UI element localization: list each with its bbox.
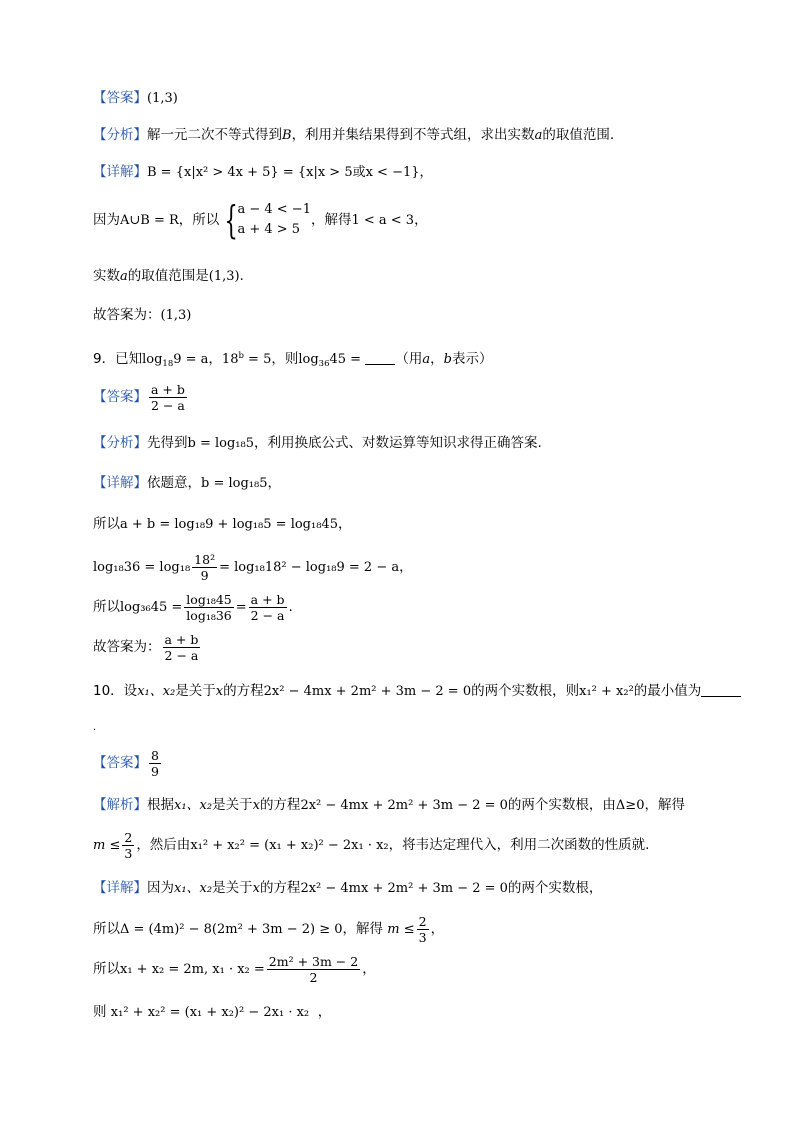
q8-union-expression: A∪B = R — [120, 213, 179, 228]
q9-step2-end: ， — [399, 559, 413, 575]
fraction-denominator: 9 — [200, 567, 209, 583]
fraction-denominator: 9 — [151, 763, 159, 779]
q9-detail-line — [93, 473, 281, 494]
q9-detail-expression: b = log₁₈5 — [201, 476, 268, 491]
q10-vieta-end: ， — [362, 961, 376, 977]
q9-stem-expression-1 — [142, 352, 208, 367]
fraction-numerator: 8 — [151, 747, 159, 763]
q9-step1-end: ， — [337, 516, 352, 532]
analysis-tag: 【分析】 — [93, 435, 147, 451]
q9-stem-pow-exp: b — [238, 351, 244, 361]
q9-step1-line — [93, 514, 351, 535]
q10-detail-var-x: x — [252, 881, 260, 896]
q10-stem-dot: . — [93, 722, 97, 733]
q9-final-text: 故答案为： — [93, 639, 161, 655]
q10-analysis-text: 是关于 — [212, 797, 253, 813]
q10-analysis-delta: Δ≥0 — [615, 798, 645, 813]
q9-step3-equals: = — [235, 600, 247, 615]
q10-analysis-text: ，然后由 — [136, 837, 191, 853]
q9-step1-text: 所以 — [93, 516, 120, 532]
q9-stem-pow-rhs: = 5 — [243, 352, 272, 367]
q10-number: 10．设 — [93, 683, 138, 699]
q9-final-fraction — [163, 632, 201, 663]
q10-delta-expression: Δ = (4m)² − 8(2m² + 3m − 2) ≥ 0 — [120, 922, 343, 937]
answer-tag: 【答案】 — [93, 755, 147, 771]
answer-blank[interactable] — [365, 352, 395, 365]
q9-step3-fraction-1 — [184, 592, 233, 623]
q10-detail-text: 的两个实数根， — [507, 880, 603, 896]
q9-detail-end: ， — [267, 475, 281, 491]
q9-analysis-text: 先得到 — [147, 435, 188, 451]
q9-answer-line — [93, 380, 189, 414]
q10-stem-text: 的最小值为 — [633, 683, 702, 699]
q8-range-var: a — [120, 269, 128, 284]
q10-stem-text: 的两个实数根，则 — [471, 683, 580, 699]
q10-analysis-var-x: x — [252, 798, 260, 813]
q10-analysis-text: ，将韦达定理代入，利用二次函数的性质就. — [388, 837, 650, 853]
fraction-denominator: 3 — [418, 929, 427, 945]
q9-step3-text: 所以 — [93, 599, 120, 615]
q10-answer-fraction — [149, 748, 161, 779]
q9-stem-log: log — [298, 352, 319, 367]
system-row: a − 4 < −1 — [237, 202, 311, 217]
detail-tag: 【详解】 — [93, 164, 147, 180]
q9-step2-line — [93, 550, 413, 585]
q9-stem-expression-3 — [298, 352, 361, 367]
q9-stem-text: 表示） — [451, 351, 493, 367]
system-brace: { — [224, 198, 239, 242]
q10-stem-var-x: x — [215, 684, 224, 699]
q8-range-text: 的取值范围是 — [127, 268, 209, 284]
fraction-numerator: 2m² + 3m − 2 — [268, 953, 359, 969]
q10-answer-line — [93, 746, 163, 780]
q9-step3-left: log₃₆45 = — [120, 600, 183, 615]
q10-detail-equation: 2x² − 4mx + 2m² + 3m − 2 = 0 — [300, 881, 508, 896]
q10-delta-text: ，解得 — [342, 921, 383, 937]
q9-step2-right: = log₁₈18² − log₁₈9 = 2 − a — [219, 560, 400, 575]
q10-analysis-line — [93, 795, 685, 816]
q9-stem-text: ， — [430, 351, 444, 367]
inequality-system — [237, 200, 311, 240]
q10-vieta-expression: x₁ + x₂ = 2m, x₁ · x₂ = — [120, 962, 265, 977]
q9-final-line — [93, 630, 202, 664]
q9-analysis-expression: b = log₁₈5 — [187, 436, 254, 451]
analysis-tag: 【分析】 — [93, 127, 147, 143]
q9-analysis-line — [93, 433, 542, 454]
q10-delta-text: 所以 — [93, 921, 120, 937]
q10-stem-line — [93, 681, 741, 702]
q9-stem-text: ，则 — [271, 351, 299, 367]
q8-analysis-var-a: a — [534, 128, 543, 143]
q10-vieta-line — [93, 952, 376, 987]
detail-tag: 【详解】 — [93, 880, 147, 896]
q8-union-text: 因为 — [93, 212, 120, 228]
q8-final-text: 故答案为： — [93, 307, 161, 323]
q9-step3-line — [93, 590, 293, 625]
q10-then-end: ， — [317, 1004, 332, 1020]
answer-tag: 【答案】 — [93, 90, 147, 106]
q10-delta-inequality: m ≤ — [387, 922, 415, 937]
q10-detail-vars: x₁、x₂ — [174, 881, 213, 896]
fraction-denominator: log₁₈36 — [186, 607, 232, 623]
q9-stem-log: log — [142, 352, 163, 367]
q8-analysis-text: ，利用并集结果得到不等式组，求出实数 — [291, 127, 535, 143]
q8-union-text: ，解得 — [310, 212, 352, 228]
fraction-numerator: a + b — [164, 631, 199, 647]
fraction-denominator: 2 − a — [164, 647, 199, 663]
fraction-denominator: 3 — [124, 845, 133, 861]
q10-analysis-text: 的方程 — [259, 797, 301, 813]
fraction-denominator: 2 − a — [250, 607, 285, 623]
q10-stem-target: x₁² + x₂² — [579, 684, 634, 699]
q10-analysis-line-2 — [93, 828, 649, 863]
q10-analysis-vars: x₁、x₂ — [174, 798, 213, 813]
system-row: a + 4 > 5 — [237, 222, 301, 237]
answer-blank[interactable] — [701, 684, 741, 697]
q8-final-line — [93, 305, 191, 326]
q10-stem-equation: 2x² − 4mx + 2m² + 3m − 2 = 0 — [263, 684, 472, 699]
q8-answer-value: (1,3) — [147, 91, 178, 106]
q10-analysis-equation: 2x² − 4mx + 2m² + 3m − 2 = 0 — [300, 798, 508, 813]
q9-step3-fraction-2 — [249, 592, 287, 623]
q10-analysis-expression: x₁² + x₂² = (x₁ + x₂)² − 2x₁ · x₂ — [190, 838, 389, 853]
q9-step2-left: log₁₈36 = log₁₈ — [93, 560, 191, 575]
fraction-numerator: 18² — [194, 551, 216, 567]
q8-range-value: (1,3). — [208, 269, 244, 284]
q9-answer-fraction — [149, 382, 187, 413]
q8-range-text: 实数 — [93, 268, 120, 284]
fraction-numerator: a + b — [151, 381, 185, 397]
fraction-numerator: 2 — [418, 913, 427, 929]
q8-range-line — [93, 266, 244, 287]
q9-stem-expression-2 — [222, 352, 271, 367]
q10-analysis-text: ，解得 — [644, 797, 685, 813]
q9-detail-text: 依题意， — [147, 475, 201, 491]
q10-stem-text: 是关于 — [175, 683, 216, 699]
q9-stem-log-arg: 45 = — [329, 352, 362, 367]
q8-final-value: (1,3) — [160, 308, 192, 323]
q9-stem-sep: ， — [208, 351, 222, 367]
fraction-denominator: 2 − a — [151, 397, 185, 413]
q10-then-expression: x₁² + x₂² = (x₁ + x₂)² − 2x₁ · x₂ — [110, 1005, 310, 1020]
q9-stem-var-a: a — [422, 352, 431, 367]
detail-tag: 【详解】 — [93, 475, 147, 491]
q10-detail-text: 的方程 — [259, 880, 301, 896]
q10-analysis-text: 根据 — [147, 797, 174, 813]
q8-detail-line — [93, 162, 433, 183]
q9-stem-var-b: b — [443, 352, 452, 367]
q9-stem-text: （用 — [395, 351, 423, 367]
q10-detail-text: 因为 — [147, 880, 174, 896]
q10-vieta-fraction — [267, 954, 360, 985]
q8-union-result: 1 < a < 3 — [351, 213, 415, 228]
fraction-denominator: 2 — [309, 969, 318, 985]
q8-answer-line — [93, 88, 178, 109]
q8-analysis-text: 的取值范围. — [542, 127, 615, 143]
q9-stem-log-arg: 9 = a — [173, 352, 209, 367]
fraction-numerator: 2 — [124, 829, 133, 845]
q8-detail-expression: B = {x|x² > 4x + 5} = {x|x > 5或x < −1}， — [147, 165, 433, 180]
q8-union-text: ， — [414, 212, 428, 228]
q8-union-text: ，所以 — [178, 212, 220, 228]
q9-stem-log-base: 18 — [162, 359, 174, 369]
q10-vieta-text: 所以 — [93, 961, 120, 977]
q9-analysis-text: ，利用换底公式、对数运算等知识求得正确答案. — [253, 435, 542, 451]
q9-step1-expression: a + b = log₁₈9 + log₁₈5 = log₁₈45 — [120, 517, 338, 532]
q8-analysis-var-b: B — [282, 128, 292, 143]
fraction-numerator: a + b — [250, 591, 285, 607]
q10-analysis-inequality: m ≤ — [93, 838, 121, 853]
answer-tag: 【答案】 — [93, 389, 147, 405]
q10-detail-text: 是关于 — [212, 880, 253, 896]
q9-step2-fraction — [192, 552, 217, 583]
q10-stem-text: 的方程 — [223, 683, 264, 699]
q9-stem-log-base: 36 — [318, 359, 330, 369]
q9-step3-end: . — [288, 599, 293, 615]
q9-stem-line — [93, 346, 492, 374]
q10-stem-vars: x₁、x₂ — [137, 684, 176, 699]
q9-number: 9．已知 — [93, 351, 143, 367]
q10-delta-fraction — [417, 914, 429, 945]
q8-union-line — [93, 200, 428, 241]
analysis-tag: 【解析】 — [93, 797, 147, 813]
q8-analysis-text: 解一元二次不等式得到 — [147, 127, 282, 143]
q10-then-line — [93, 1002, 331, 1023]
q8-analysis-line — [93, 125, 614, 146]
q10-detail-line — [93, 878, 602, 899]
q10-analysis-text: 的两个实数根，由 — [507, 797, 616, 813]
q9-stem-pow-base: 18 — [221, 352, 239, 367]
q10-then-text: 则 — [93, 1004, 107, 1020]
q10-delta-end: ， — [430, 921, 445, 937]
q10-delta-line — [93, 912, 444, 947]
fraction-numerator: log₁₈45 — [186, 591, 232, 607]
q10-analysis-fraction — [122, 830, 134, 861]
